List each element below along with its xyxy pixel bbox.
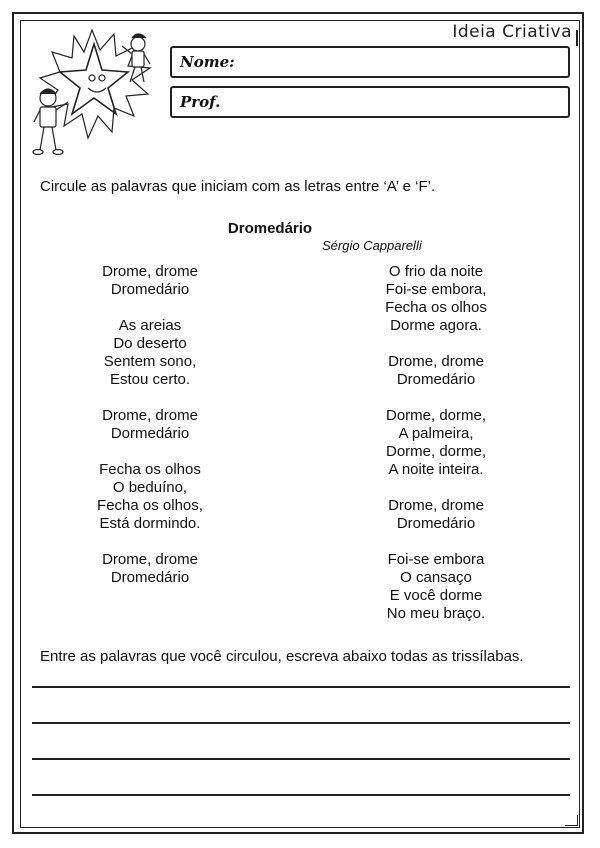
verse-line: Fecha os olhos, [97,497,203,514]
verse-line: Dorme agora. [390,317,482,334]
instruction-trisyllables: Entre as palavras que você circulou, escreva abaixo todas as trissílabas. [40,648,524,665]
stanza [326,263,546,335]
verse-line: Dromedário [396,515,476,532]
verse-line: Drome, drome [102,551,198,568]
stanza [40,263,260,299]
verse-line: Dromedário [110,569,190,586]
stanza [40,551,260,587]
brand-divider [576,30,578,46]
verse-line: Dromedário [110,281,190,298]
verse-line: Drome, drome [388,353,484,370]
instruction-circle: Circule as palavras que iniciam com as letras entre ‘A’ e ‘F’. [40,178,436,195]
verse-line: Dorme, dorme, [385,443,487,460]
stanza [40,317,260,389]
poem-author: Sérgio Capparelli [322,238,422,253]
verse-line: Dromedário [396,371,476,388]
brand-label: Ideia Criativa [452,22,572,42]
teacher-field[interactable] [170,86,570,118]
answer-line[interactable] [32,758,570,760]
verse-line: Fecha os olhos [99,461,201,478]
verse-line: Está dormindo. [99,515,201,532]
verse-line: Drome, drome [102,263,198,280]
stanza [326,551,546,623]
stanza [40,461,260,533]
teacher-label: Prof. [180,93,221,111]
answer-line[interactable] [32,794,570,796]
poem-right-column [326,263,546,641]
answer-line[interactable] [32,686,570,688]
stanza [326,353,546,389]
verse-line: Foi-se embora, [385,281,487,298]
frame-corner [565,815,578,826]
children-star-icon [22,22,162,162]
verse-line: Dorme, dorme, [385,407,487,424]
stanza [40,407,260,443]
name-field[interactable] [170,46,570,78]
verse-line: O beduíno, [112,479,188,496]
verse-line: Drome, drome [388,497,484,514]
verse-line: Sentem sono, [103,353,197,370]
verse-line: No meu braço. [386,605,486,622]
verse-line: Drome, drome [102,407,198,424]
verse-line: As areias [118,317,182,334]
verse-line: Foi-se embora [387,551,485,568]
name-label: Nome: [180,53,235,71]
verse-line: Do deserto [113,335,187,352]
stanza [326,497,546,533]
answer-line[interactable] [32,722,570,724]
verse-line: O cansaço [400,569,472,586]
stanza [326,407,546,479]
verse-line: Estou certo. [109,371,191,388]
verse-line: E você dorme [389,587,483,604]
verse-line: O frio da noite [388,263,484,280]
poem-left-column [40,263,260,605]
verse-line: A noite inteira. [388,461,484,478]
verse-line: Fecha os olhos [385,299,487,316]
verse-line: A palmeira, [398,425,474,442]
poem-title: Dromedário [227,220,313,237]
verse-line: Dormedário [110,425,190,442]
